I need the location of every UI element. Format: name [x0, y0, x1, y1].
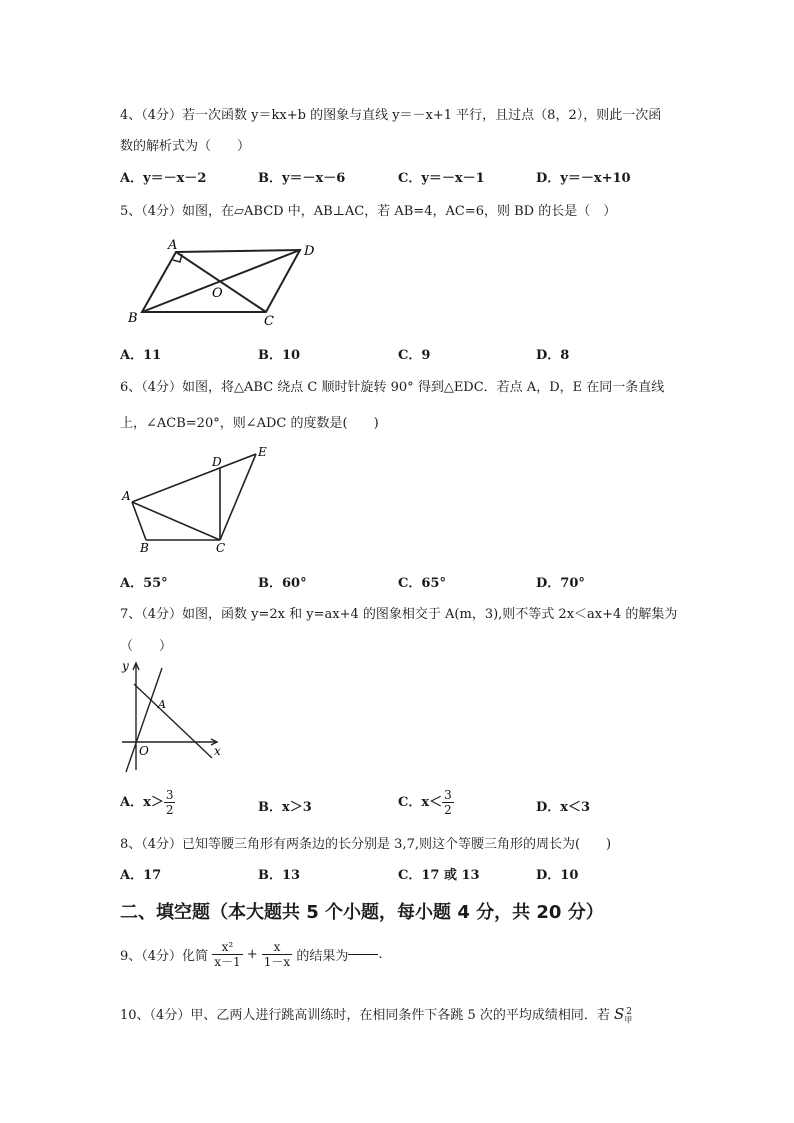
q6-option-d: D．70°: [536, 576, 585, 591]
q5-option-a: A．11: [120, 348, 162, 363]
segment-ce: [220, 454, 256, 540]
q9-plus-sign: +: [246, 947, 258, 962]
label-c: C: [264, 314, 274, 328]
label-b: B: [140, 541, 149, 555]
q4-option-b: B．y＝－x－6: [258, 171, 346, 186]
fraction-denominator: 1－x: [263, 955, 291, 969]
q7-function-graph: [118, 658, 228, 776]
q7-stem-line1: 7、（4分）如图，函数 y=2x 和 y=ax+4 的图象相交于 A(m，3),则不等式 2x＜ax+4 的解集为: [120, 607, 678, 622]
q4-stem-line2: 数的解析式为（ ）: [120, 139, 251, 154]
q6-option-b: B．60°: [258, 576, 307, 591]
fraction-numerator: 3: [165, 788, 174, 802]
q5-parallelogram-figure: [120, 236, 330, 328]
q7-option-b: B．x＞3: [258, 800, 312, 815]
label-origin: O: [139, 744, 149, 758]
q9-fraction-1: [212, 940, 242, 969]
label-x: x: [214, 744, 221, 758]
q8-option-c: C．17 或 13: [398, 868, 480, 883]
q7-option-d: D．x＜3: [536, 800, 591, 815]
q9-end: .: [378, 947, 383, 962]
q7-option-a-fraction: [164, 788, 176, 817]
label-c: C: [216, 541, 226, 555]
q10-s-superscript: 2: [626, 1006, 633, 1017]
q10-text: 10、（4分）甲、乙两人进行跳高训练时，在相同条件下各跳 5 次的平均成绩相同．若: [120, 1008, 610, 1023]
q7-option-a: [120, 788, 175, 817]
q9-stem: [120, 940, 382, 969]
q8-option-d: D．10: [536, 868, 579, 883]
q8-option-b: B．13: [258, 868, 301, 883]
q5-option-b: B．10: [258, 348, 301, 363]
q4-option-d: D．y＝－x+10: [536, 171, 631, 186]
label-y: y: [122, 659, 129, 673]
section-fill-in-title: 二、填空题（本大题共 5 个小题，每小题 4 分，共 20 分）: [120, 902, 604, 923]
label-e: E: [258, 445, 267, 459]
q10-variance-symbol: [614, 1005, 638, 1025]
q5-option-d: D．8: [536, 348, 570, 363]
label-d: D: [304, 244, 315, 259]
q5-option-c: C．9: [398, 348, 431, 363]
q9-answer-blank[interactable]: [348, 954, 378, 955]
q10-s-symbol: S: [614, 1005, 625, 1023]
q8-option-a: A．17: [120, 868, 162, 883]
fraction-denominator: 2: [165, 803, 174, 817]
label-d: D: [212, 455, 222, 469]
segment-ae: [132, 454, 256, 502]
q10-stem: [120, 1004, 638, 1026]
label-b: B: [128, 311, 138, 326]
q9-prefix: 9、（4分）化简: [120, 949, 209, 964]
q4-option-c: C．y＝－x－1: [398, 171, 485, 186]
q7-option-a-prefix: A．x＞: [120, 795, 164, 810]
q4-stem-line1: 4、（4分）若一次函数 y＝kx+b 的图象与直线 y＝－x+1 平行，且过点（8，2），则此一次函: [120, 108, 662, 123]
q9-suffix: 的结果为: [296, 949, 349, 964]
q4-option-a: A．y＝－x－2: [120, 171, 207, 186]
q5-stem: 5、（4分）如图，在▱ABCD 中，AB⊥AC，若 AB=4，AC=6，则 BD 的长是（ ）: [120, 204, 617, 219]
diagonal-bd: [142, 250, 300, 312]
q9-fraction-2: [262, 940, 292, 969]
fraction-denominator: 2: [444, 803, 452, 817]
q7-option-c-prefix: C．x＜: [398, 795, 443, 810]
label-a: A: [122, 489, 131, 503]
q6-option-c: C．65°: [398, 576, 446, 591]
q7-option-c: [398, 788, 454, 817]
fraction-denominator: x－1: [214, 955, 241, 969]
q7-option-c-fraction: [442, 788, 454, 817]
q10-s-subscript: 甲: [624, 1015, 633, 1025]
q6-stem-line1: 6、（4分）如图，将△ABC 绕点 C 顺时针旋转 90° 得到△EDC．若点 A，D，E 在同一条直线: [120, 380, 665, 395]
q6-rotation-figure: [118, 444, 278, 558]
q6-stem-line2: 上，∠ACB=20°，则∠ADC 的度数是( ): [120, 416, 379, 431]
fraction-numerator: x: [262, 940, 292, 955]
fraction-numerator: x²: [212, 940, 242, 955]
q8-stem: 8、（4分）已知等腰三角形有两条边的长分别是 3,7,则这个等腰三角形的周长为( ): [120, 837, 612, 852]
fraction-numerator: 3: [444, 788, 452, 802]
label-o: O: [212, 286, 223, 301]
segment-ac: [132, 502, 220, 540]
label-a: A: [168, 238, 178, 253]
q7-stem-line2: （ ）: [120, 639, 173, 654]
q6-option-a: A．55°: [120, 576, 168, 591]
label-a: A: [158, 698, 166, 711]
